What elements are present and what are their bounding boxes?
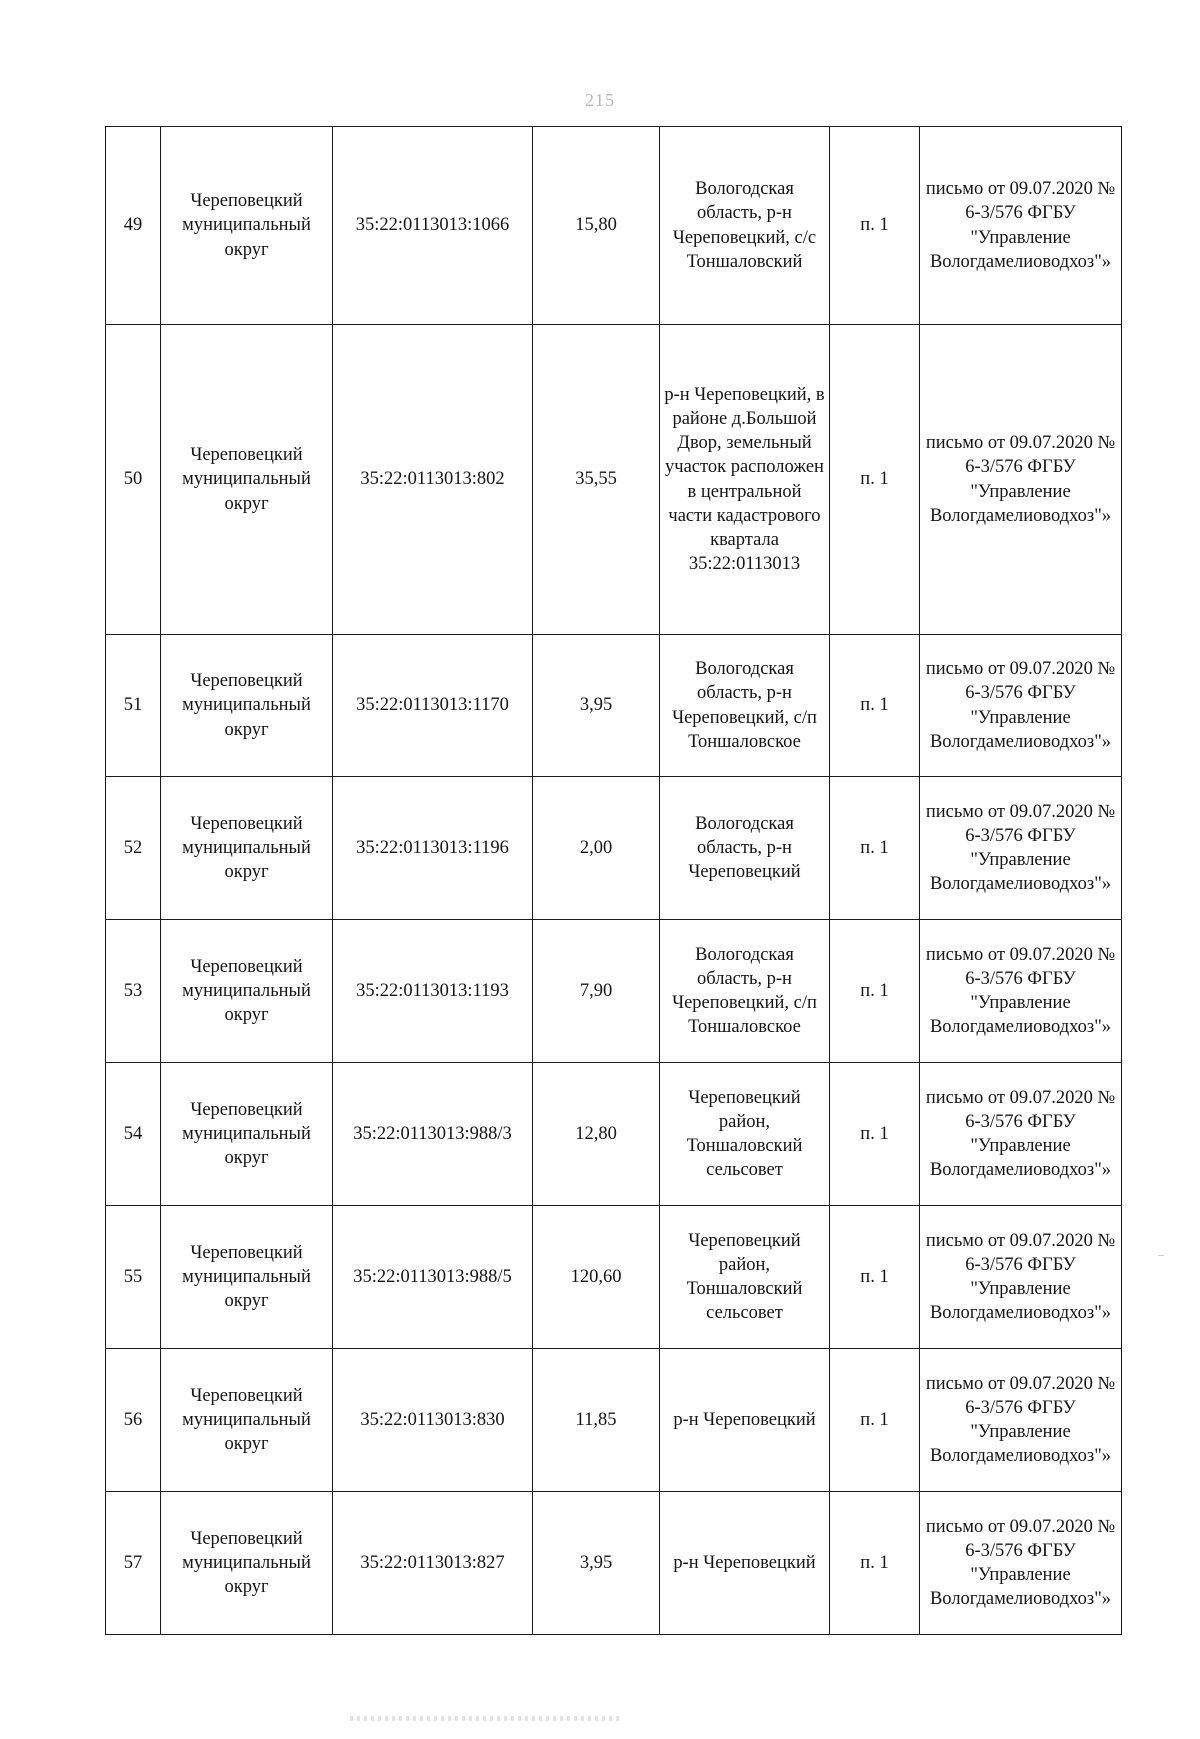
district-cell: Череповецкий муниципальный округ [161, 1206, 333, 1349]
district-cell: Череповецкий муниципальный округ [161, 1063, 333, 1206]
address-cell: р-н Череповецкий [660, 1349, 830, 1492]
row-number: 54 [106, 1063, 161, 1206]
address-cell: Вологодская область, р-н Череповецкий, с/п Тоншаловское [660, 920, 830, 1063]
district-cell: Череповецкий муниципальный округ [161, 777, 333, 920]
district-cell: Череповецкий муниципальный округ [161, 127, 333, 325]
basis-cell: письмо от 09.07.2020 № 6-3/576 ФГБУ "Управление Вологдамелиоводхоз"» [920, 1492, 1122, 1635]
address-cell: Череповецкий район, Тоншаловский сельсовет [660, 1206, 830, 1349]
cadastral-number-cell: 35:22:0113013:827 [333, 1492, 533, 1635]
clause-cell: п. 1 [830, 1349, 920, 1492]
cadastral-number-cell: 35:22:0113013:1196 [333, 777, 533, 920]
address-cell: Вологодская область, р-н Череповецкий, с/с Тоншаловский [660, 127, 830, 325]
cadastral-number-cell: 35:22:0113013:830 [333, 1349, 533, 1492]
address-cell: Вологодская область, р-н Череповецкий [660, 777, 830, 920]
area-cell: 3,95 [533, 635, 660, 777]
cadastral-number-cell: 35:22:0113013:988/5 [333, 1206, 533, 1349]
table-row [106, 777, 1122, 920]
basis-cell: письмо от 09.07.2020 № 6-3/576 ФГБУ "Управление Вологдамелиоводхоз"» [920, 1206, 1122, 1349]
cadastral-number-cell: 35:22:0113013:802 [333, 325, 533, 635]
cadastral-number-cell: 35:22:0113013:988/3 [333, 1063, 533, 1206]
district-cell: Череповецкий муниципальный округ [161, 1349, 333, 1492]
scan-artifact [350, 1716, 620, 1721]
row-number: 55 [106, 1206, 161, 1349]
area-cell: 2,00 [533, 777, 660, 920]
table-row [106, 325, 1122, 635]
address-cell: р-н Череповецкий, в районе д.Большой Двор, земельный участок расположен в центральной части кадастрового квартала 35:22:0113013 [660, 325, 830, 635]
area-cell: 11,85 [533, 1349, 660, 1492]
area-cell: 3,95 [533, 1492, 660, 1635]
land-plot-table [105, 126, 1122, 1635]
scan-artifact [1158, 1255, 1164, 1256]
clause-cell: п. 1 [830, 325, 920, 635]
basis-cell: письмо от 09.07.2020 № 6-3/576 ФГБУ "Управление Вологдамелиоводхоз"» [920, 127, 1122, 325]
district-cell: Череповецкий муниципальный округ [161, 920, 333, 1063]
basis-cell: письмо от 09.07.2020 № 6-3/576 ФГБУ "Управление Вологдамелиоводхоз"» [920, 1063, 1122, 1206]
row-number: 52 [106, 777, 161, 920]
row-number: 57 [106, 1492, 161, 1635]
basis-cell: письмо от 09.07.2020 № 6-3/576 ФГБУ "Управление Вологдамелиоводхоз"» [920, 777, 1122, 920]
row-number: 51 [106, 635, 161, 777]
clause-cell: п. 1 [830, 1492, 920, 1635]
clause-cell: п. 1 [830, 1063, 920, 1206]
table-row [106, 1206, 1122, 1349]
table-row [106, 127, 1122, 325]
basis-cell: письмо от 09.07.2020 № 6-3/576 ФГБУ "Управление Вологдамелиоводхоз"» [920, 1349, 1122, 1492]
district-cell: Череповецкий муниципальный округ [161, 635, 333, 777]
address-cell: Череповецкий район, Тоншаловский сельсовет [660, 1063, 830, 1206]
table-row [106, 920, 1122, 1063]
row-number: 49 [106, 127, 161, 325]
address-cell: р-н Череповецкий [660, 1492, 830, 1635]
cadastral-number-cell: 35:22:0113013:1066 [333, 127, 533, 325]
basis-cell: письмо от 09.07.2020 № 6-3/576 ФГБУ "Управление Вологдамелиоводхоз"» [920, 325, 1122, 635]
table-row [106, 1492, 1122, 1635]
page-number: 215 [585, 90, 615, 110]
row-number: 56 [106, 1349, 161, 1492]
area-cell: 15,80 [533, 127, 660, 325]
cadastral-number-cell: 35:22:0113013:1170 [333, 635, 533, 777]
district-cell: Череповецкий муниципальный округ [161, 325, 333, 635]
clause-cell: п. 1 [830, 635, 920, 777]
area-cell: 120,60 [533, 1206, 660, 1349]
clause-cell: п. 1 [830, 777, 920, 920]
row-number: 53 [106, 920, 161, 1063]
clause-cell: п. 1 [830, 920, 920, 1063]
table-row [106, 635, 1122, 777]
clause-cell: п. 1 [830, 1206, 920, 1349]
district-cell: Череповецкий муниципальный округ [161, 1492, 333, 1635]
basis-cell: письмо от 09.07.2020 № 6-3/576 ФГБУ "Управление Вологдамелиоводхоз"» [920, 635, 1122, 777]
row-number: 50 [106, 325, 161, 635]
area-cell: 7,90 [533, 920, 660, 1063]
table-row [106, 1063, 1122, 1206]
area-cell: 35,55 [533, 325, 660, 635]
cadastral-number-cell: 35:22:0113013:1193 [333, 920, 533, 1063]
area-cell: 12,80 [533, 1063, 660, 1206]
clause-cell: п. 1 [830, 127, 920, 325]
basis-cell: письмо от 09.07.2020 № 6-3/576 ФГБУ "Управление Вологдамелиоводхоз"» [920, 920, 1122, 1063]
table-row [106, 1349, 1122, 1492]
address-cell: Вологодская область, р-н Череповецкий, с/п Тоншаловское [660, 635, 830, 777]
